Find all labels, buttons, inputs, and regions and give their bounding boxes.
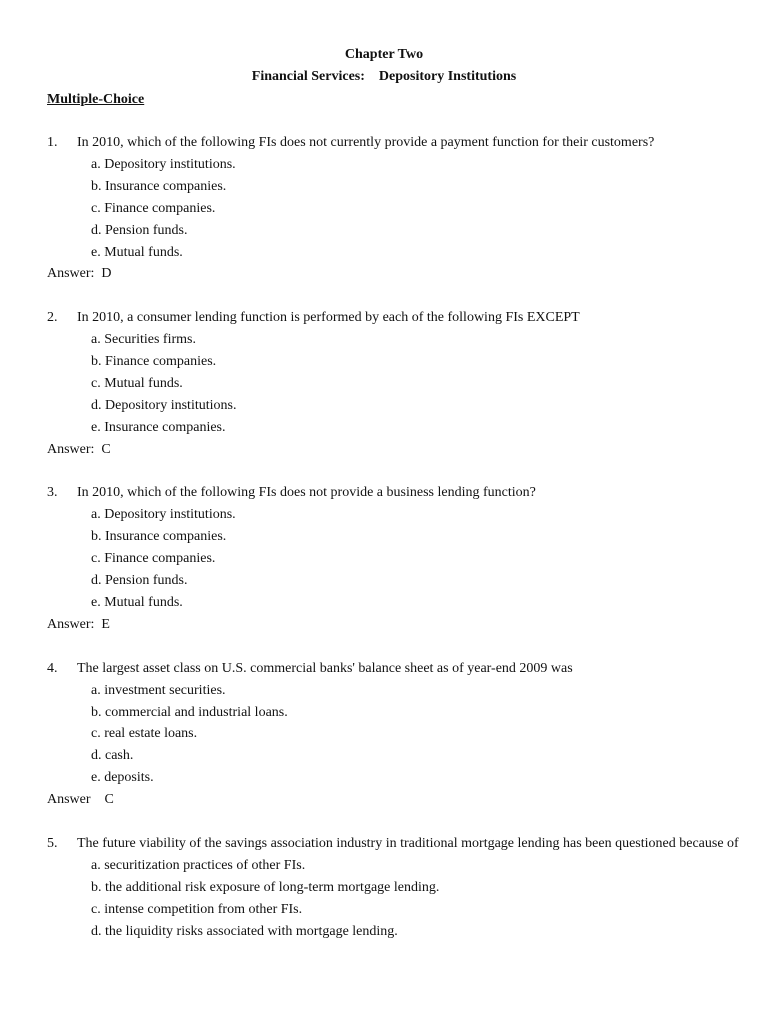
option-item: e. deposits. xyxy=(91,770,154,786)
option-item: c. Mutual funds. xyxy=(91,375,183,391)
chapter-subtitle: Financial Services: Depository Institutions xyxy=(251,69,517,84)
question-stem xyxy=(47,833,747,855)
question-1 xyxy=(47,132,747,285)
question-stem xyxy=(47,658,747,680)
question-text: In 2010, which of the following FIs does not provide a business lending function? xyxy=(77,485,536,501)
option-list xyxy=(47,680,747,790)
question-number: 1. xyxy=(47,135,58,150)
option-item: a. investment securities. xyxy=(91,682,226,698)
answer-line: Answer C xyxy=(47,792,114,808)
answer-line: Answer: D xyxy=(47,266,112,282)
question-2 xyxy=(47,307,747,460)
option-item: d. Pension funds. xyxy=(91,222,188,238)
question-5 xyxy=(47,833,747,943)
question-stem xyxy=(47,482,747,504)
question-number: 3. xyxy=(47,485,58,501)
option-item: d. Pension funds. xyxy=(91,573,188,589)
question-text: The largest asset class on U.S. commercial banks' balance sheet as of year-end 2009 was xyxy=(77,660,573,676)
option-item: b. Insurance companies. xyxy=(91,178,227,194)
option-item: d. Depository institutions. xyxy=(91,397,237,413)
question-stem xyxy=(47,132,747,154)
question-3 xyxy=(47,482,747,635)
option-item: c. intense competition from other FIs. xyxy=(91,901,303,917)
option-item: e. Mutual funds. xyxy=(91,244,183,260)
option-item: e. Mutual funds. xyxy=(91,595,183,610)
section-heading: Multiple-Choice xyxy=(47,92,145,107)
option-list xyxy=(47,154,747,264)
question-number: 4. xyxy=(47,660,58,676)
chapter-title: Chapter Two xyxy=(344,47,424,62)
option-item: c. Finance companies. xyxy=(91,551,216,567)
option-item: c. Finance companies. xyxy=(91,200,216,216)
question-text: The future viability of the savings association industry in traditional mortgage lending has been questioned because of xyxy=(77,835,739,851)
option-item: c. real estate loans. xyxy=(91,726,198,742)
option-item: a. securitization practices of other FIs. xyxy=(91,857,306,873)
option-item: a. Depository institutions. xyxy=(91,156,236,172)
option-item: a. Securities firms. xyxy=(91,332,196,348)
answer-line: Answer: C xyxy=(47,441,111,457)
option-item: e. Insurance companies. xyxy=(91,419,226,435)
option-list xyxy=(47,504,747,614)
question-text: In 2010, which of the following FIs does not currently provide a payment function for their customers? xyxy=(77,135,655,150)
question-number: 2. xyxy=(47,310,58,326)
option-list xyxy=(47,329,747,439)
option-item: b. Finance companies. xyxy=(91,354,217,370)
option-list xyxy=(47,855,747,943)
option-item: d. the liquidity risks associated with mortgage lending. xyxy=(91,923,398,939)
question-4 xyxy=(47,658,747,811)
option-item: b. the additional risk exposure of long-term mortgage lending. xyxy=(91,879,440,895)
option-item: a. Depository institutions. xyxy=(91,507,236,523)
option-item: b. Insurance companies. xyxy=(91,529,227,545)
question-text: In 2010, a consumer lending function is performed by each of the following FIs EXCEPT xyxy=(77,310,580,326)
question-list xyxy=(47,132,747,964)
question-number: 5. xyxy=(47,835,58,851)
option-item: d. cash. xyxy=(91,748,134,764)
question-stem xyxy=(47,307,747,329)
answer-line: Answer: E xyxy=(47,616,110,632)
option-item: b. commercial and industrial loans. xyxy=(91,704,288,720)
